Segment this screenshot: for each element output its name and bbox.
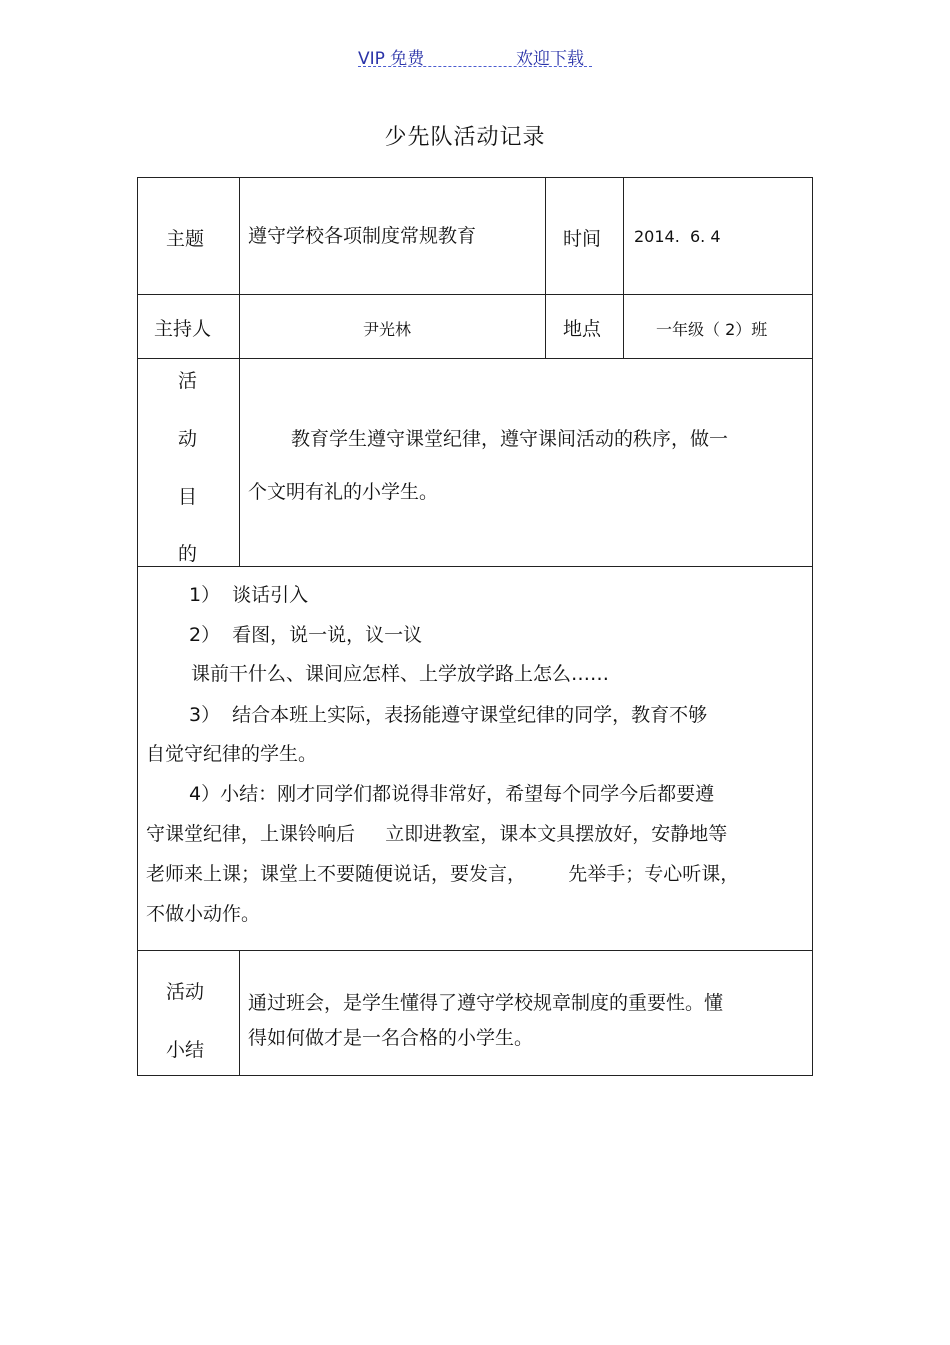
summary-text-line: 通过班会，是学生懂得了遵守学校规章制度的重要性。懂 [248,992,724,1014]
summary-label-line: 活动 [166,981,205,1003]
process-line: 自觉守纪律的学生。 [146,743,318,765]
process-line: 不做小动作。 [146,903,261,925]
process-line: 2） 看图，说一说，议一议 [189,624,423,646]
theme-label: 主题 [166,228,205,250]
table-col-divider [623,177,624,358]
table-row-divider [137,566,813,567]
process-line: 守课堂纪律，上课铃响后 立即进教室，课本文具摆放好，安静地等 [146,823,728,845]
download-banner [358,42,592,67]
purpose-label-char: 活 [178,370,198,392]
host-value: 尹光林 [363,320,412,339]
theme-value: 遵守学校各项制度常规教育 [248,225,477,247]
table-border-left [137,177,138,1076]
purpose-text-line: 教育学生遵守课堂纪律，遵守课间活动的秩序，做一 [291,428,729,450]
page-title: 少先队活动记录 [384,125,546,150]
purpose-label-char: 目 [178,486,198,508]
process-line: 4）小结：刚才同学们都说得非常好，希望每个同学今后都要遵 [189,783,715,805]
table-border-bottom [137,1075,813,1076]
activity-record-table [137,177,813,1076]
purpose-label-char: 的 [178,543,198,565]
table-col-divider [545,177,546,358]
table-col-divider [239,950,240,1075]
place-label: 地点 [563,318,602,340]
purpose-label-char: 动 [178,428,198,450]
summary-label-line: 小结 [166,1039,205,1061]
host-label: 主持人 [154,318,212,340]
welcome-download-link[interactable]: 欢迎下载 [516,49,584,69]
process-line: 课前干什么、课间应怎样、上学放学路上怎么…… [191,663,610,685]
process-line: 3） 结合本班上实际，表扬能遵守课堂纪律的同学，教育不够 [189,704,708,726]
vip-free-link[interactable]: VIP 免费 [358,49,425,69]
process-line: 老师来上课；课堂上不要随便说话，要发言， 先举手；专心听课， [146,863,740,885]
summary-text-line: 得如何做才是一名合格的小学生。 [248,1027,534,1049]
process-line: 1） 谈话引入 [189,584,309,606]
purpose-text-line: 个文明有礼的小学生。 [248,481,439,503]
place-value: 一年级（ 2）班 [656,320,768,339]
table-col-divider [239,177,240,566]
time-label: 时间 [563,228,602,250]
time-value: 2014. 6. 4 [634,227,721,246]
table-border-right [812,177,813,1076]
